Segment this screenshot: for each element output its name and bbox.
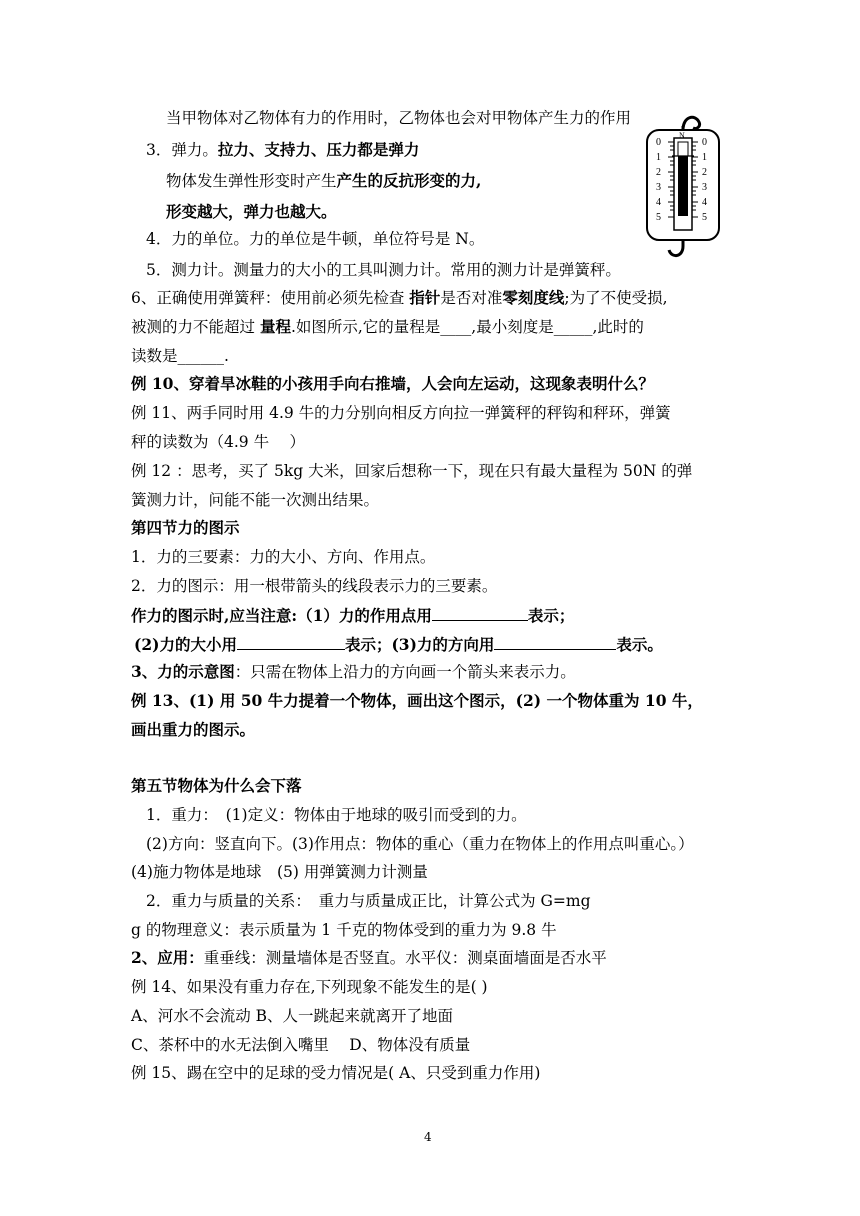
text-line: 例 11、两手同时用 4.9 牛的力分别向相反方向拉一弹簧秤的秤钩和秤环，弹簧 bbox=[131, 404, 671, 422]
text-line: 3．弹力。拉力、支持力、压力都是弹力 bbox=[146, 140, 420, 159]
text-line: 读数是______. bbox=[131, 347, 229, 365]
text-line: 秤的读数为（4.9 牛 ） bbox=[131, 433, 306, 451]
text-line: 例 14、如果没有重力存在,下列现象不能发生的是( ) bbox=[131, 978, 488, 996]
text-line: 例 10、穿着旱冰鞋的小孩用手向右推墙，人会向左运动，这现象表明什么？ bbox=[131, 374, 654, 393]
blank-line bbox=[432, 605, 528, 621]
text-line: 例 15、踢在空中的足球的受力情况是( A、只受到重力作用) bbox=[131, 1064, 541, 1082]
unit-label: N bbox=[679, 131, 685, 140]
page-number: 4 bbox=[424, 1130, 432, 1144]
text-line: 被测的力不能超过 量程.如图所示,它的量程是____,最小刻度是_____,此时的 bbox=[131, 317, 644, 336]
text-line: 画出重力的图示。 bbox=[131, 720, 256, 739]
text-line: 5．测力计。测量力的大小的工具叫测力计。常用的测力计是弹簧秤。 bbox=[146, 261, 621, 279]
text-line: 3、力的示意图：只需在物体上沿力的方向画一个箭头来表示力。 bbox=[131, 662, 576, 681]
text-line: 例 12 ：思考，买了 5kg 大米，回家后想称一下，现在只有最大量程为 50N 的弹 bbox=[131, 462, 693, 480]
text-line: A、河水不会流动 B、人一跳起来就离开了地面 bbox=[131, 1007, 454, 1025]
text-line: g 的物理意义：表示质量为 1 千克的物体受到的重力为 9.8 牛 bbox=[131, 921, 557, 939]
text-line: 4．力的单位。力的单位是牛顿，单位符号是 N。 bbox=[146, 230, 485, 248]
tick-label: 5 bbox=[702, 212, 707, 223]
text-line: 形变越大，弹力也越大。 bbox=[166, 202, 337, 221]
tick-label: 1 bbox=[702, 152, 707, 163]
text-line: 作力的图示时,应当注意:（1）力的作用点用 表示； bbox=[131, 606, 575, 625]
tick-label: 2 bbox=[702, 167, 707, 178]
text-line: 物体发生弹性形变时产生产生的反抗形变的力, bbox=[166, 171, 482, 190]
spring-scale-figure bbox=[643, 112, 723, 260]
text-line: C、茶杯中的水无法倒入嘴里 D、物体没有质量 bbox=[131, 1036, 471, 1054]
blank-line bbox=[237, 634, 345, 650]
section-heading: 第四节力的图示 bbox=[131, 518, 240, 537]
text-line: 例 13、(1) 用 50 牛力提着一个物体，画出这个图示，(2) 一个物体重为 10 牛， bbox=[131, 691, 703, 710]
text-line: (4)施力物体是地球 (5) 用弹簧测力计测量 bbox=[131, 863, 428, 881]
tick-label: 3 bbox=[702, 182, 707, 193]
tick-label: 4 bbox=[702, 197, 707, 208]
text-line: 2、应用：重垂线：测量墙体是否竖直。水平仪：测桌面墙面是否水平 bbox=[131, 948, 607, 967]
tick-label: 4 bbox=[656, 197, 661, 208]
tick-label: 3 bbox=[656, 182, 661, 193]
tick-label: 1 bbox=[656, 152, 661, 163]
text-line: 2．力的图示：用一根带箭头的线段表示力的三要素。 bbox=[131, 577, 498, 595]
text-line: 簧测力计，问能不能一次测出结果。 bbox=[131, 491, 380, 509]
text-line: 6、正确使用弹簧秤：使用前必须先检查 指针是否对准零刻度线;为了不使受损, bbox=[131, 288, 668, 307]
tick-label: 0 bbox=[702, 137, 707, 148]
tick-label: 5 bbox=[656, 212, 661, 223]
text-line: 1．重力： (1)定义：物体由于地球的吸引而受到的力。 bbox=[146, 806, 527, 824]
text-line: (2)力的大小用 表示；(3)力的方向用 表示。 bbox=[134, 635, 663, 654]
text-line: (2)方向：竖直向下。(3)作用点：物体的重心（重力在物体上的作用点叫重心。） bbox=[146, 835, 694, 853]
text-line: 1．力的三要素：力的大小、方向、作用点。 bbox=[131, 548, 436, 566]
tick-label: 2 bbox=[656, 167, 661, 178]
text-line: 当甲物体对乙物体有力的作用时，乙物体也会对甲物体产生力的作用 bbox=[166, 109, 632, 127]
tick-label: 0 bbox=[656, 137, 661, 148]
blank-line bbox=[494, 634, 616, 650]
text-line: 2．重力与质量的关系： 重力与质量成正比，计算公式为 G=mg bbox=[146, 892, 591, 910]
section-heading: 第五节物体为什么会下落 bbox=[131, 776, 302, 795]
